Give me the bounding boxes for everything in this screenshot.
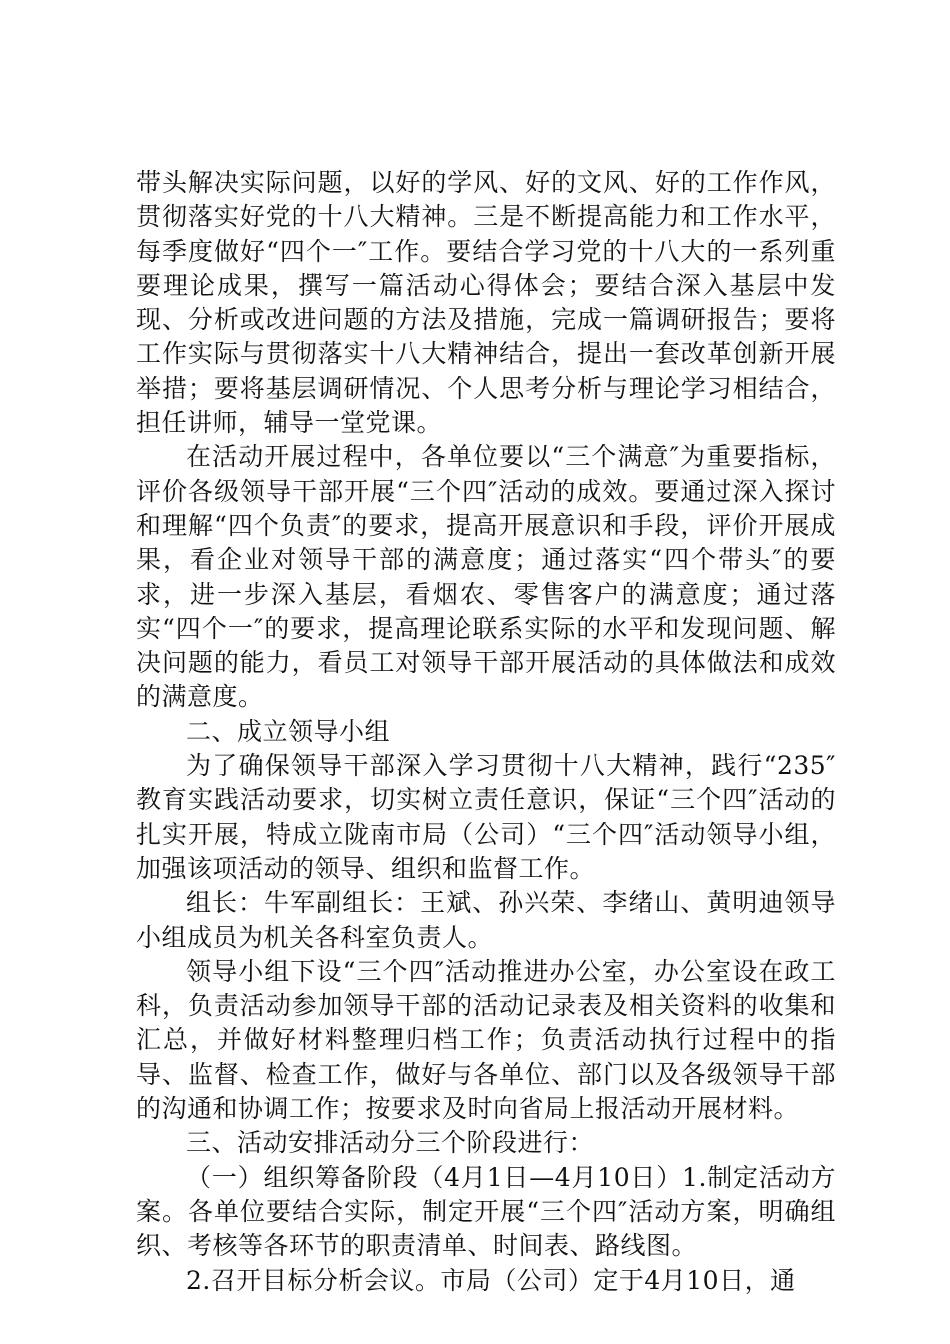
paragraph-1: 带头解决实际问题，以好的学风、好的文风、好的工作作风，贯彻落实好党的十八大精神。三是不断提高能力和工作水平，每季度做好“四个一″工作。要结合学习党的十八大的一系列重要理论成果，撰写一篇活动心得体会；要结合深入基层中发现、分析或改进问题的方法及措施，完成一篇调研报告；要将工作实际与贯彻落实十八大精神结合，提出一套改革创新开展举措；要将基层调研情况、个人思考分析与理论学习相结合，担任讲师，辅导一堂党课。 <box>136 168 836 438</box>
paragraph-6: （一）组织筹备阶段（4月1日—4月10日）1.制定活动方案。各单位要结合实际，制定开展“三个四″活动方案，明确组织、考核等各环节的职责清单、时间表、路线图。 <box>136 1162 836 1261</box>
section-heading-3: 三、活动安排活动分三个阶段进行： <box>186 1128 595 1158</box>
paragraph-3: 为了确保领导干部深入学习贯彻十八大精神，践行“235″教育实践活动要求，切实树立责任意识，保证“三个四″活动的扎实开展，特成立陇南市局（公司）“三个四″活动领导小组，加强该项活动的领导、组织和监督工作。 <box>136 751 836 883</box>
paragraph-7: 2.召开目标分析会议。市局（公司）定于4月10日，通 <box>186 1265 796 1295</box>
section-heading-2: 二、成立领导小组 <box>186 716 391 746</box>
paragraph-2: 在活动开展过程中，各单位要以“三个满意″为重要指标，评价各级领导干部开展“三个四″活动的成效。要通过深入探讨和理解“四个负责″的要求，提高开展意识和手段，评价开展成果，看企业对领导干部的满意度；通过落实“四个带头″的要求，进一步深入基层，看烟农、零售客户的满意度；通过落实“四个一″的要求，提高理论联系实际的水平和发现问题、解决问题的能力，看员工对领导干部开展活动的具体做法和成效的满意度。 <box>136 442 836 712</box>
document-body <box>136 166 836 1298</box>
paragraph-5: 领导小组下设“三个四″活动推进办公室，办公室设在政工科，负责活动参加领导干部的活动记录表及相关资料的收集和汇总，并做好材料整理归档工作；负责活动执行过程中的指导、监督、检查工作，做好与各单位、部门以及各级领导干部的沟通和协调工作；按要求及时向省局上报活动开展材料。 <box>136 956 836 1124</box>
paragraph-4: 组长：牛军副组长：王斌、孙兴荣、李绪山、黄明迪领导小组成员为机关各科室负责人。 <box>136 888 836 952</box>
